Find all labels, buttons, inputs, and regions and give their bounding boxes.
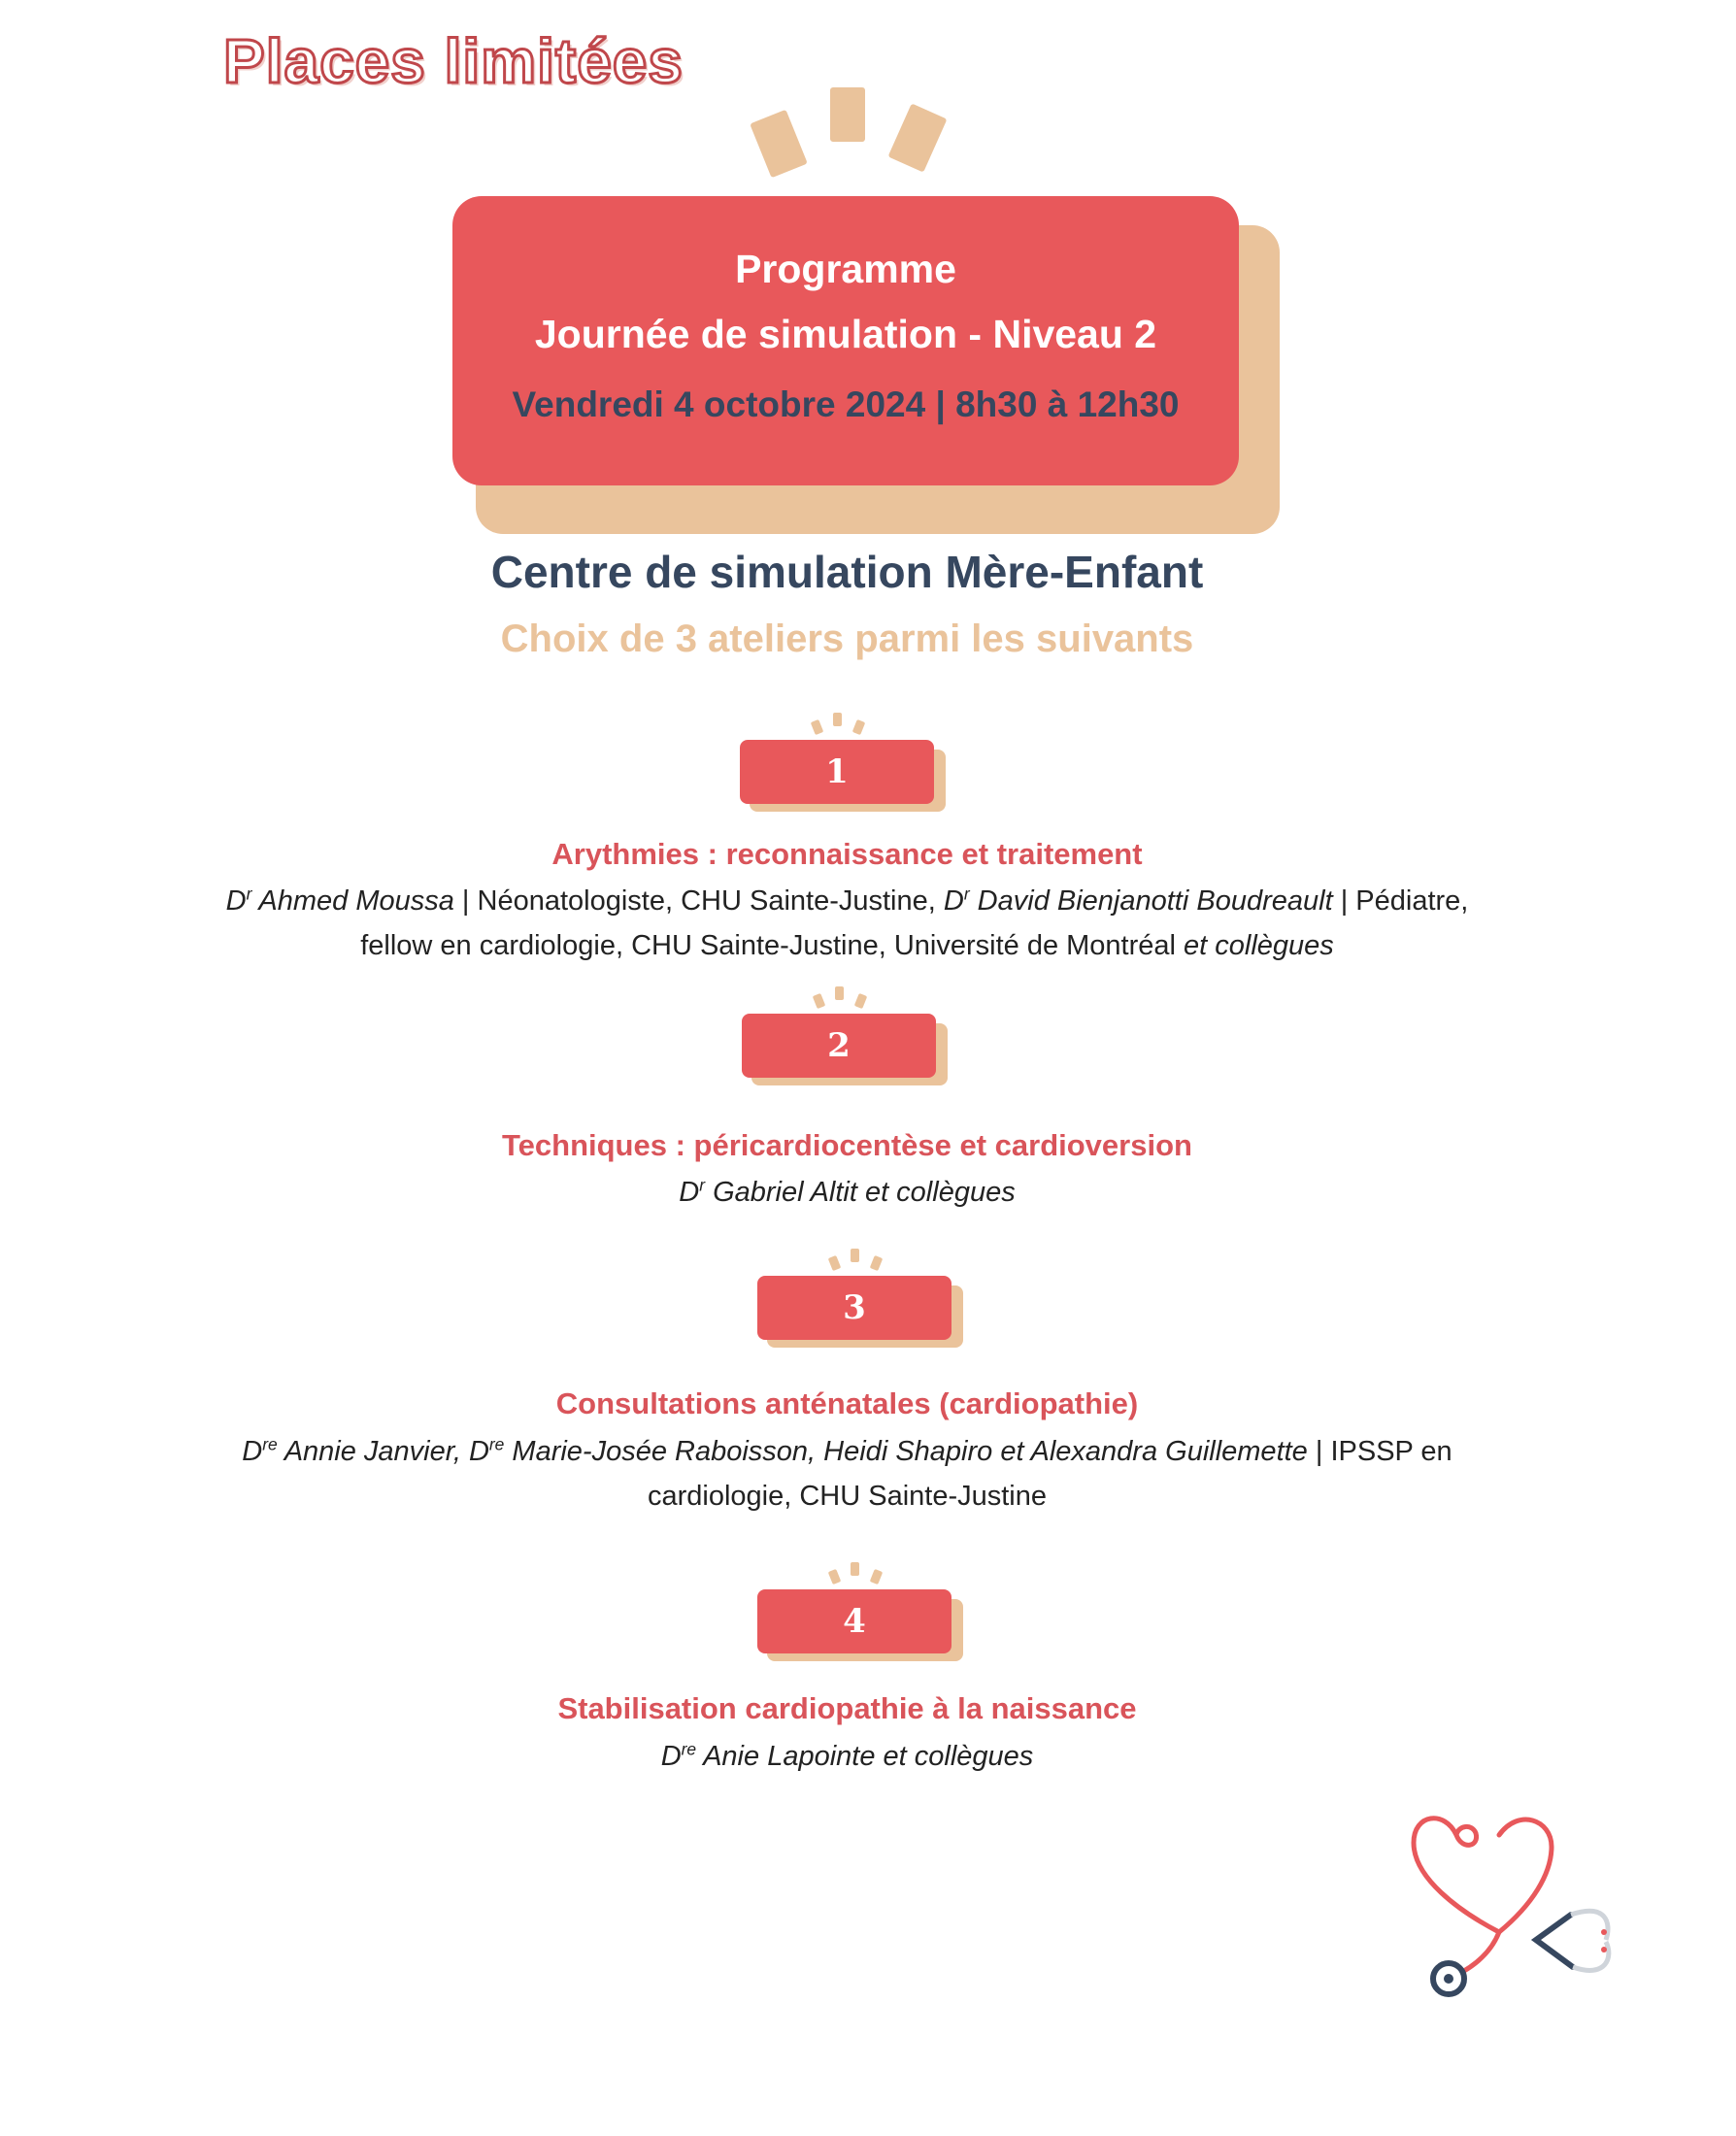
venue-title: Centre de simulation Mère-Enfant [490, 547, 1204, 597]
workshop-number: 3 [757, 1276, 951, 1340]
workshop-badge-4 [757, 1558, 971, 1665]
workshop-title-3: Consultations anténatales (cardiopathie) [555, 1386, 1139, 1420]
workshop-title-1: Arythmies : reconnaissance et traitement [551, 837, 1143, 871]
workshop-number: 4 [757, 1589, 951, 1653]
hero-subtitle: Journée de simulation - Niveau 2 [534, 312, 1157, 356]
places-limitees-banner: Places limitées [223, 26, 684, 96]
workshop-title-2: Techniques : péricardiocentèse et cardioversion [502, 1128, 1192, 1162]
choice-subtitle: Choix de 3 ateliers parmi les suivants [500, 617, 1194, 660]
workshop-speakers-3: Dre Annie Janvier, Dre Marie-Josée Raboisson, Heidi Shapiro et Alexandra Guillemette | IPSSP en cardiologie, CHU Sainte-Justine [242, 1434, 1452, 1512]
workshop-badge-3 [757, 1245, 971, 1352]
workshop-number: 2 [742, 1014, 936, 1078]
burst-decoration-icon [738, 87, 961, 175]
hero-title: Programme [735, 247, 956, 291]
workshop-title-4: Stabilisation cardiopathie à la naissance [557, 1691, 1137, 1725]
workshop-speakers-1: $D^r$ Ahmed Moussa | Néonatologiste, CHU Sainte-Justine, $D^r$ David Bienjanotti Boudreault | Pédiatre, fellow en cardiologie, CHU Sainte-Justine, Université de Montréal et collègues [225, 884, 1469, 961]
heart-stethoscope-icon [1398, 1796, 1631, 2010]
hero-card [452, 196, 1239, 485]
workshop-badge-2 [742, 983, 955, 1089]
workshop-badge-1 [740, 709, 953, 816]
workshop-speakers-4: Dre Anie Lapointe et collègues [660, 1739, 1034, 1772]
workshop-number: 1 [740, 740, 934, 804]
workshop-speakers-2: $D^r$ Gabriel Altit et collègues [679, 1175, 1016, 1208]
hero-date: Vendredi 4 octobre 2024 | 8h30 à 12h30 [512, 384, 1180, 424]
